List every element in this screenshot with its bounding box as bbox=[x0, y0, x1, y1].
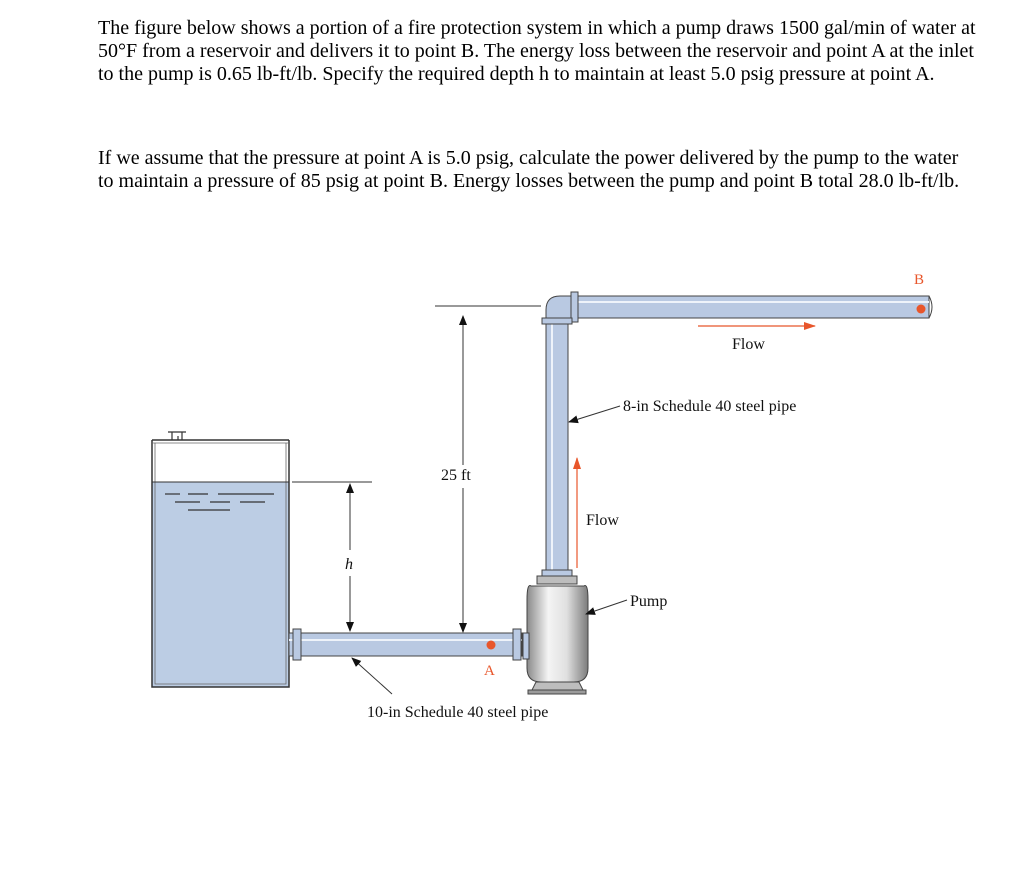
reservoir bbox=[152, 432, 289, 687]
dimension-h bbox=[292, 482, 372, 631]
label-flow-vertical: Flow bbox=[586, 512, 619, 529]
label-point-b: B bbox=[914, 272, 925, 288]
leader-lower-pipe bbox=[352, 658, 392, 694]
label-point-a: A bbox=[484, 663, 495, 679]
label-flow-horizontal: Flow bbox=[732, 336, 765, 353]
label-pump: Pump bbox=[630, 593, 668, 610]
discharge-pipe bbox=[542, 292, 932, 576]
label-depth-h: h bbox=[345, 556, 353, 573]
point-b-marker bbox=[917, 305, 926, 314]
problem-paragraph-1: The figure below shows a portion of a fire protection system in which a pump draws 1500 gal/min of water at 50°F from a reservoir and delivers it to point B. The energy loss between the reservoir and point A at the inlet to the pump is 0.65 lb-ft/lb. Specify the required depth h to maintain at least 5.0 psig pressure at point A. bbox=[98, 17, 976, 85]
point-a-marker bbox=[487, 641, 496, 650]
label-height: 25 ft bbox=[441, 467, 471, 484]
pump bbox=[523, 576, 588, 694]
label-upper-pipe: 8-in Schedule 40 steel pipe bbox=[623, 398, 797, 415]
leader-pump bbox=[586, 600, 627, 614]
problem-paragraph-2: If we assume that the pressure at point A is 5.0 psig, calculate the power delivered by the pump to the water to maintain a pressure of 85 psig at point B. Energy losses between the pump and point B total 28.0 lb-ft/lb. bbox=[98, 147, 960, 192]
label-lower-pipe: 10-in Schedule 40 steel pipe bbox=[367, 704, 549, 721]
leader-upper-pipe bbox=[569, 406, 620, 422]
